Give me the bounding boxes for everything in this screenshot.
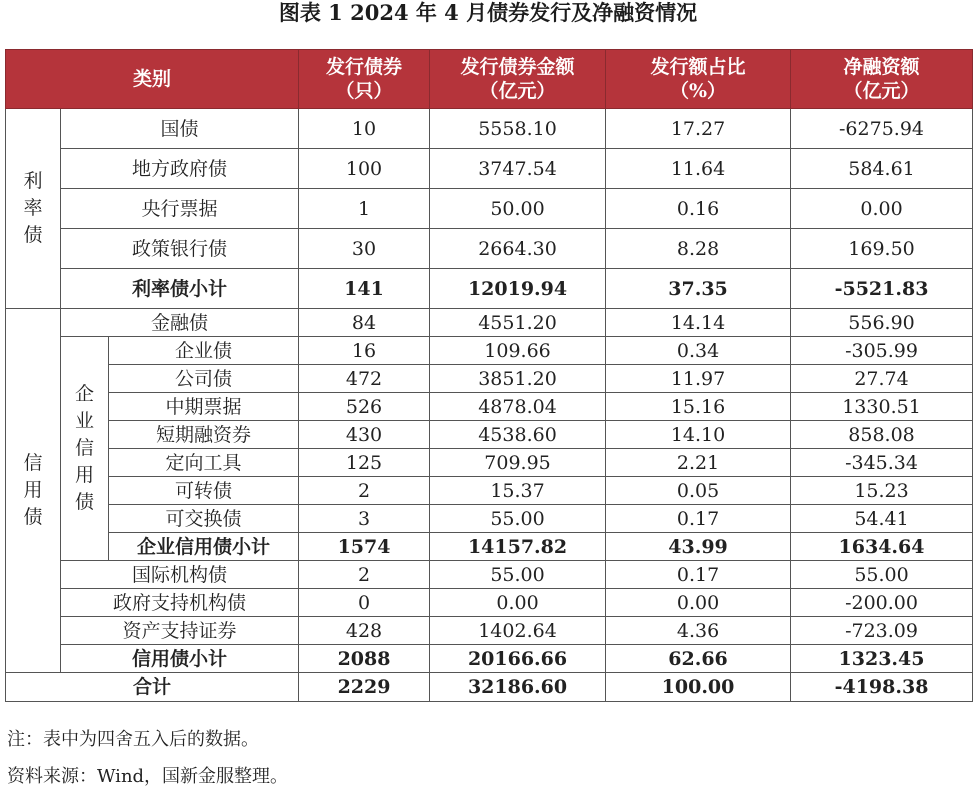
cell-share: 14.14	[606, 309, 791, 337]
cell-amount: 55.00	[430, 505, 606, 533]
cell-share: 43.99	[606, 533, 791, 561]
row-name: 中期票据	[109, 393, 299, 421]
header-amount-line1: 发行债券金额	[460, 56, 575, 78]
cell-share: 0.34	[606, 337, 791, 365]
cell-share: 37.35	[606, 269, 791, 309]
table-row	[6, 309, 973, 337]
table-row	[6, 449, 973, 477]
header-share-line1: 发行额占比	[650, 56, 746, 78]
group-label-char: 债	[23, 506, 43, 528]
cell-count: 2	[299, 477, 430, 505]
cell-share: 17.27	[606, 109, 791, 149]
group-label-char: 企	[74, 383, 94, 405]
cell-net: 1634.64	[791, 533, 973, 561]
row-name: 资产支持证券	[61, 617, 299, 645]
cell-count: 2229	[299, 673, 430, 702]
row-name: 金融债	[61, 309, 299, 337]
cell-share: 4.36	[606, 617, 791, 645]
cell-count: 1	[299, 189, 430, 229]
row-name: 利率债小计	[61, 269, 299, 309]
cell-amount: 4538.60	[430, 421, 606, 449]
row-name: 政策银行债	[61, 229, 299, 269]
cell-count: 84	[299, 309, 430, 337]
cell-amount: 1402.64	[430, 617, 606, 645]
cell-net: -723.09	[791, 617, 973, 645]
cell-net: 1323.45	[791, 645, 973, 673]
cell-share: 14.10	[606, 421, 791, 449]
group-label-corporate	[61, 337, 109, 561]
table-row	[6, 561, 973, 589]
table-title: 图表 1 2024 年 4 月债券发行及净融资情况	[278, 0, 698, 25]
cell-amount: 4551.20	[430, 309, 606, 337]
header-share	[606, 50, 791, 109]
cell-count: 472	[299, 365, 430, 393]
bond-issuance-table	[5, 49, 973, 702]
cell-share: 100.00	[606, 673, 791, 702]
cell-net: -345.34	[791, 449, 973, 477]
table-row	[6, 617, 973, 645]
cell-net: -6275.94	[791, 109, 973, 149]
cell-count: 100	[299, 149, 430, 189]
cell-amount: 55.00	[430, 561, 606, 589]
cell-count: 10	[299, 109, 430, 149]
cell-amount: 20166.66	[430, 645, 606, 673]
group-label-char: 业	[74, 410, 94, 432]
cell-count: 0	[299, 589, 430, 617]
cell-share: 0.00	[606, 589, 791, 617]
header-count	[299, 50, 430, 109]
cell-count: 125	[299, 449, 430, 477]
cell-share: 0.17	[606, 561, 791, 589]
row-name: 国际机构债	[61, 561, 299, 589]
cell-amount: 2664.30	[430, 229, 606, 269]
cell-amount: 3851.20	[430, 365, 606, 393]
cell-count: 16	[299, 337, 430, 365]
cell-count: 2	[299, 561, 430, 589]
cell-amount: 15.37	[430, 477, 606, 505]
header-count-line2: （只）	[335, 80, 393, 102]
row-name: 政府支持机构债	[61, 589, 299, 617]
group-label-rate	[6, 109, 61, 309]
group-label-char: 率	[23, 197, 43, 219]
group-label-char: 信	[23, 452, 43, 474]
group-label-char: 债	[74, 491, 94, 513]
cell-amount: 12019.94	[430, 269, 606, 309]
table-row	[6, 589, 973, 617]
table-row	[6, 149, 973, 189]
header-count-line1: 发行债券	[326, 56, 403, 78]
cell-count: 30	[299, 229, 430, 269]
cell-net: 55.00	[791, 561, 973, 589]
group-label-char: 用	[74, 464, 94, 486]
row-name: 短期融资券	[109, 421, 299, 449]
cell-share: 0.17	[606, 505, 791, 533]
cell-net: 15.23	[791, 477, 973, 505]
table-row	[6, 477, 973, 505]
header-amount-line2: （亿元）	[479, 80, 556, 102]
cell-amount: 14157.82	[430, 533, 606, 561]
header-net-line1: 净融资额	[843, 56, 920, 78]
row-name: 央行票据	[61, 189, 299, 229]
cell-count: 2088	[299, 645, 430, 673]
group-label-credit	[6, 309, 61, 673]
cell-count: 3	[299, 505, 430, 533]
cell-net: 1330.51	[791, 393, 973, 421]
cell-share: 0.05	[606, 477, 791, 505]
row-name: 合计	[6, 673, 299, 702]
table-note: 注：表中为四舍五入后的数据。	[7, 729, 259, 750]
cell-net: -5521.83	[791, 269, 973, 309]
group-label-char: 信	[74, 437, 94, 459]
header-share-line2: （%）	[669, 80, 727, 102]
cell-net: -4198.38	[791, 673, 973, 702]
cell-net: 584.61	[791, 149, 973, 189]
row-name: 国债	[61, 109, 299, 149]
cell-amount: 3747.54	[430, 149, 606, 189]
row-name: 企业信用债小计	[109, 533, 299, 561]
row-name: 定向工具	[109, 449, 299, 477]
cell-net: 54.41	[791, 505, 973, 533]
header-row	[6, 50, 973, 109]
cell-share: 15.16	[606, 393, 791, 421]
table-row	[6, 505, 973, 533]
cell-net: 169.50	[791, 229, 973, 269]
data-source: 资料来源：Wind，国新金服整理。	[7, 766, 289, 787]
cell-count: 428	[299, 617, 430, 645]
cell-amount: 4878.04	[430, 393, 606, 421]
cell-net: 556.90	[791, 309, 973, 337]
total-row	[6, 673, 973, 702]
cell-share: 11.97	[606, 365, 791, 393]
cell-count: 1574	[299, 533, 430, 561]
cell-count: 141	[299, 269, 430, 309]
row-name: 公司债	[109, 365, 299, 393]
cell-net: -305.99	[791, 337, 973, 365]
group-label-char: 用	[23, 479, 43, 501]
table-row	[6, 393, 973, 421]
table-row	[6, 229, 973, 269]
cell-amount: 32186.60	[430, 673, 606, 702]
cell-share: 8.28	[606, 229, 791, 269]
cell-amount: 109.66	[430, 337, 606, 365]
cell-amount: 709.95	[430, 449, 606, 477]
row-name: 信用债小计	[61, 645, 299, 673]
cell-net: 27.74	[791, 365, 973, 393]
cell-share: 0.16	[606, 189, 791, 229]
group-label-char: 债	[23, 224, 43, 246]
subtotal-row-rate	[6, 269, 973, 309]
cell-amount: 5558.10	[430, 109, 606, 149]
header-category: 类别	[6, 50, 299, 109]
cell-share: 2.21	[606, 449, 791, 477]
header-net-line2: （亿元）	[843, 80, 920, 102]
cell-amount: 0.00	[430, 589, 606, 617]
table-row	[6, 365, 973, 393]
subtotal-row-corporate	[6, 533, 973, 561]
header-amount	[430, 50, 606, 109]
cell-count: 430	[299, 421, 430, 449]
cell-share: 62.66	[606, 645, 791, 673]
row-name: 可转债	[109, 477, 299, 505]
row-name: 可交换债	[109, 505, 299, 533]
table-row	[6, 109, 973, 149]
table-row	[6, 189, 973, 229]
row-name: 企业债	[109, 337, 299, 365]
table-row	[6, 337, 973, 365]
subtotal-row-credit	[6, 645, 973, 673]
cell-share: 11.64	[606, 149, 791, 189]
cell-net: 858.08	[791, 421, 973, 449]
table-row	[6, 421, 973, 449]
cell-net: 0.00	[791, 189, 973, 229]
group-label-char: 利	[23, 170, 43, 192]
cell-count: 526	[299, 393, 430, 421]
header-net	[791, 50, 973, 109]
row-name: 地方政府债	[61, 149, 299, 189]
cell-net: -200.00	[791, 589, 973, 617]
cell-amount: 50.00	[430, 189, 606, 229]
